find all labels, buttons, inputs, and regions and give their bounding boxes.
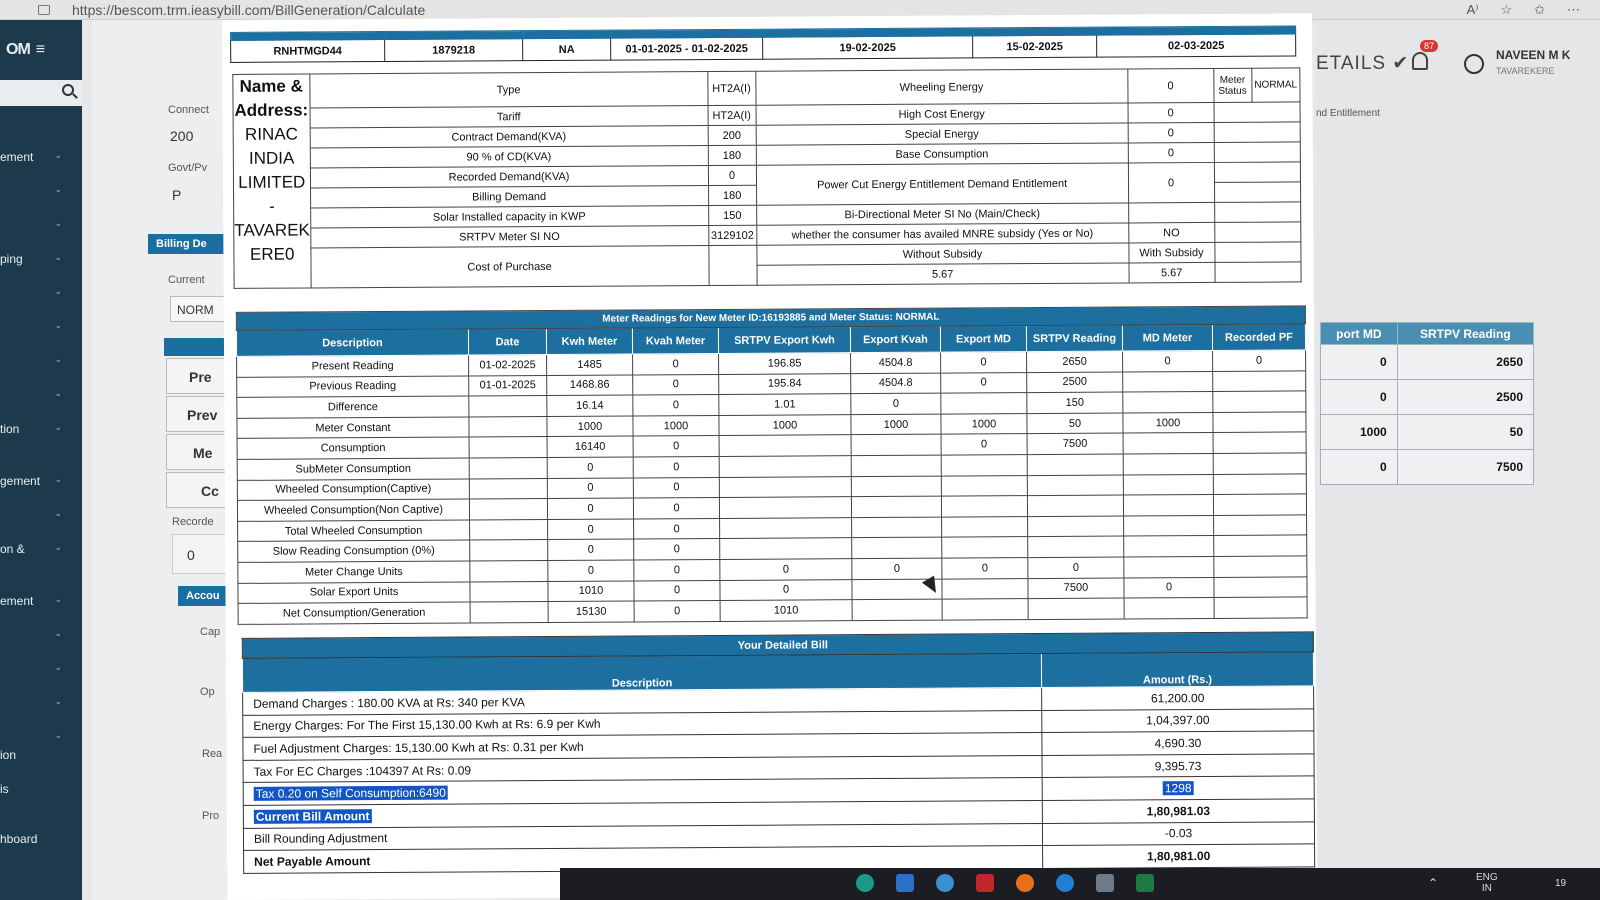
- table-row: Difference 16.14 0 1.01 0 150: [237, 391, 1306, 418]
- op-label: Op: [200, 686, 215, 698]
- sidebar-item[interactable]: ement ⌄: [0, 594, 62, 608]
- favorite-star-icon[interactable]: ☆: [1500, 2, 1513, 17]
- chevron-down-icon: ⌄: [54, 508, 62, 518]
- sidebar-item[interactable]: [0, 388, 82, 404]
- more-menu-icon[interactable]: ⋯: [1567, 2, 1580, 17]
- table-row: Meter Change Units 0 0 0 0 0 0: [238, 556, 1307, 583]
- chevron-down-icon: ⌄: [54, 388, 62, 398]
- sidebar-item-dashboard[interactable]: hboard: [0, 832, 38, 846]
- background-readings-table: [1320, 322, 1534, 485]
- chevron-down-icon: ⌄: [54, 474, 62, 484]
- row-label: Cc: [166, 472, 228, 508]
- edge-icon[interactable]: [1056, 874, 1074, 892]
- bell-icon[interactable]: [1412, 52, 1428, 70]
- chevron-down-icon: ⌄: [54, 218, 62, 228]
- bill-generated-date: 19-02-2025: [763, 36, 973, 59]
- table-header: port MD: [1321, 323, 1398, 345]
- table-row: 0 2650: [1321, 345, 1534, 380]
- sidebar-item[interactable]: [0, 662, 82, 678]
- table-row: SubMeter Consumption 0 0: [237, 453, 1306, 480]
- selected-text[interactable]: Current Bill Amount: [255, 808, 370, 824]
- row-label: Pre: [166, 358, 228, 394]
- rea-label: Rea: [202, 748, 223, 760]
- table-row: Total Wheeled Consumption 0 0: [238, 515, 1307, 542]
- account-id: 1879218: [385, 39, 523, 62]
- table-row: Energy Charges: For The First 15,130.00 Kwh at Rs: 6.9 per Kwh 1,04,397.00: [243, 708, 1314, 737]
- chevron-down-icon: ⌄: [54, 422, 62, 432]
- table-row: Current Bill Amount 1,80,981.03: [243, 799, 1314, 828]
- app-icon[interactable]: [896, 874, 914, 892]
- chrome-icon[interactable]: [936, 874, 954, 892]
- chevron-down-icon: ⌄: [54, 542, 62, 552]
- sidebar-item[interactable]: ion: [0, 748, 17, 762]
- bill-document: [222, 13, 1317, 900]
- background-form-panel: [92, 20, 228, 900]
- table-row: Previous Reading 01-01-2025 1468.86 0 195.84 4504.8 0 2500: [237, 370, 1306, 397]
- sidebar-item[interactable]: [0, 184, 82, 200]
- table-row: 0 2500: [1321, 380, 1534, 415]
- avatar[interactable]: [1464, 54, 1484, 74]
- billing-details-tab[interactable]: Billing De: [148, 234, 228, 254]
- table-header: SRTPV Reading: [1397, 323, 1533, 345]
- table-row: Wheeled Consumption(Captive) 0 0: [237, 473, 1306, 500]
- col-header: Kvah Meter: [632, 327, 718, 354]
- table-row: Bill Rounding Adjustment -0.03: [243, 821, 1314, 850]
- notification-badge: 87: [1420, 40, 1438, 52]
- disconnection-date: 02-03-2025: [1097, 34, 1296, 57]
- sidebar-item[interactable]: ement ⌄: [0, 150, 62, 164]
- menu-toggle-icon[interactable]: ≡: [35, 41, 45, 58]
- chevron-down-icon: ⌄: [54, 354, 62, 364]
- col-header: Export MD: [940, 326, 1026, 353]
- recorded-field[interactable]: 0: [172, 534, 228, 574]
- selected-text[interactable]: 1298: [1164, 781, 1192, 796]
- tab-icon[interactable]: [38, 5, 50, 15]
- sidebar-item[interactable]: ping ⌄: [0, 252, 62, 266]
- sidebar-item[interactable]: [0, 320, 82, 336]
- chevron-down-icon: ⌄: [54, 150, 62, 160]
- table-row: Meter Constant 1000 1000 1000 1000 1000 50 1000: [237, 412, 1306, 439]
- connect-value: 200: [170, 128, 194, 144]
- col-header: SRTPV Reading: [1026, 325, 1122, 352]
- meter-readings-table: [236, 305, 1308, 624]
- col-header: Recorded PF: [1212, 324, 1305, 351]
- table-row: Demand Charges : 180.00 KVA at Rs: 340 per KVA 61,200.00: [243, 686, 1314, 715]
- col-header: Description: [242, 654, 1041, 693]
- col-header: Date: [468, 329, 546, 355]
- govt-value: P: [172, 187, 182, 203]
- chevron-down-icon: ⌄: [54, 730, 62, 740]
- favorites-icon[interactable]: ✩: [1534, 2, 1545, 17]
- pro-label: Pro: [202, 810, 220, 822]
- chevron-down-icon: ⌄: [54, 594, 62, 604]
- sidebar-item[interactable]: [0, 218, 82, 234]
- current-label: Current: [168, 274, 205, 286]
- sidebar-item[interactable]: is: [0, 782, 9, 796]
- chevron-down-icon: ⌄: [54, 286, 62, 296]
- table-row: Tax For EC Charges :104397 At Rs: 0.09 9,395.73: [243, 754, 1314, 783]
- customer-name-address: Name & Address: RINAC INDIA LIMITED - TAVAREK ERE0: [233, 74, 311, 288]
- sidebar-item[interactable]: on & ⌄: [0, 542, 62, 556]
- col-header: Kwh Meter: [546, 328, 632, 355]
- bill-header-table: [230, 25, 1296, 63]
- bill-no: NA: [523, 38, 611, 61]
- entitlement-label: nd Entitlement: [1316, 108, 1380, 119]
- cap-label: Cap: [200, 626, 221, 638]
- table-row: Present Reading 01-02-2025 1485 0 196.85 4504.8 0 2650 0 0: [237, 350, 1306, 377]
- meter-readings-caption: Meter Readings for New Meter ID:16193885 and Meter Status: NORMAL: [236, 306, 1305, 331]
- table-row: Wheeled Consumption(Non Captive) 0 0: [237, 494, 1306, 521]
- row-label: Me: [166, 434, 228, 470]
- chevron-down-icon: ⌄: [54, 252, 62, 262]
- readings-header: [164, 338, 228, 356]
- table-row: 1000 50: [1321, 415, 1534, 450]
- user-name[interactable]: NAVEEN M K: [1496, 48, 1571, 62]
- current-status-field[interactable]: NORM: [170, 296, 228, 322]
- selected-text[interactable]: Tax 0.20 on Self Consumption:6490: [255, 785, 446, 801]
- firefox-icon[interactable]: [1016, 874, 1034, 892]
- read-aloud-icon[interactable]: A⁾: [1466, 2, 1479, 17]
- excel-icon[interactable]: [1136, 874, 1154, 892]
- col-header: Amount (Rs.): [1041, 652, 1313, 688]
- chevron-down-icon: ⌄: [54, 320, 62, 330]
- account-tab[interactable]: Accou: [178, 586, 228, 606]
- sidebar: [0, 20, 82, 900]
- connect-label: Connect: [168, 104, 209, 116]
- table-row: 0 7500: [1321, 450, 1534, 485]
- billing-period: 01-01-2025 - 01-02-2025: [611, 37, 763, 60]
- row-label: Prev: [166, 396, 228, 432]
- language-indicator[interactable]: ENG IN: [1476, 872, 1498, 894]
- table-row: Net Payable Amount 1,80,981.00: [244, 844, 1315, 873]
- table-row: Solar Export Units 1010 0 0 7500 0: [238, 576, 1307, 603]
- tray-chevron-icon[interactable]: ⌃: [1428, 876, 1439, 890]
- sidebar-item[interactable]: [0, 628, 82, 644]
- user-location: TAVAREKERE: [1496, 66, 1555, 76]
- sidebar-item[interactable]: [0, 696, 82, 712]
- govt-label: Govt/Pv: [168, 162, 208, 174]
- sidebar-item[interactable]: gement ⌄: [0, 474, 62, 488]
- col-header: Export Kvah: [850, 326, 940, 353]
- chevron-down-icon: ⌄: [54, 628, 62, 638]
- recorded-label: Recorde: [172, 516, 214, 528]
- customer-details-table: Name & Address: RINAC INDIA LIMITED - TAVAREK ERE0 Type HT2A(I) Wheeling Energy 0 Meter Status NORMAL Tariff HT2A(I) High Cost Energy 0 Contract Demand(KVA) 200 Special Energy 0 90 % of CD(KVA) 180 Base Consumption 0 Recorded Demand(KVA) 0 Power Cut Energy Entitlement Demand Entitlement 0 Billing Demand 180 Solar Installed capacity in KWP 150 Bi-Directional Meter SI No (Main/Check) SRTPV Meter SI NO 3129102 whether the consumer has availed MNRE subsidy (Yes or No) NO Cost of Purchase Without Subsidy With Subsidy 5.67 5.67: [232, 67, 1301, 289]
- search-icon[interactable]: [62, 84, 74, 96]
- sidebar-item[interactable]: [0, 730, 82, 746]
- table-row: Fuel Adjustment Charges: 15,130.00 Kwh at Rs: 0.31 per Kwh 4,690.30: [243, 731, 1314, 760]
- table-row: Slow Reading Consumption (0%) 0 0: [238, 535, 1307, 562]
- mail-icon[interactable]: [976, 874, 994, 892]
- clock[interactable]: 19: [1555, 878, 1567, 889]
- chevron-down-icon: ⌄: [54, 696, 62, 706]
- app-logo: OM ≡: [6, 41, 45, 58]
- details-heading: ETAILS ✔: [1316, 53, 1410, 74]
- app-icon[interactable]: [856, 874, 874, 892]
- rr-number: RNHTMGD44: [231, 40, 385, 63]
- sidebar-item[interactable]: [0, 508, 82, 524]
- sidebar-item[interactable]: [0, 286, 82, 302]
- chevron-down-icon: ⌄: [54, 184, 62, 194]
- taskbar: [560, 868, 1600, 900]
- col-header: MD Meter: [1122, 324, 1212, 351]
- detailed-bill-table: [242, 631, 1315, 873]
- check-circle-icon: ✔: [1392, 53, 1410, 74]
- browser-toolbar: [1467, 2, 1580, 18]
- due-date: 15-02-2025: [973, 35, 1097, 58]
- calculator-icon[interactable]: [1096, 874, 1114, 892]
- table-row: Consumption 16140 0 0 7500: [237, 432, 1306, 459]
- col-header: SRTPV Export Kwh: [718, 327, 850, 354]
- chevron-down-icon: ⌄: [54, 662, 62, 672]
- sidebar-item[interactable]: [0, 354, 82, 370]
- sidebar-item[interactable]: tion ⌄: [0, 422, 62, 436]
- table-row: Net Consumption/Generation 15130 0 1010: [238, 597, 1307, 624]
- col-header: Description: [236, 329, 468, 356]
- detailed-bill-caption: Your Detailed Bill: [242, 632, 1313, 659]
- sidebar-search[interactable]: [0, 80, 82, 106]
- url-field[interactable]: https://bescom.trm.ieasybill.com/BillGeneration/Calculate: [72, 1, 426, 18]
